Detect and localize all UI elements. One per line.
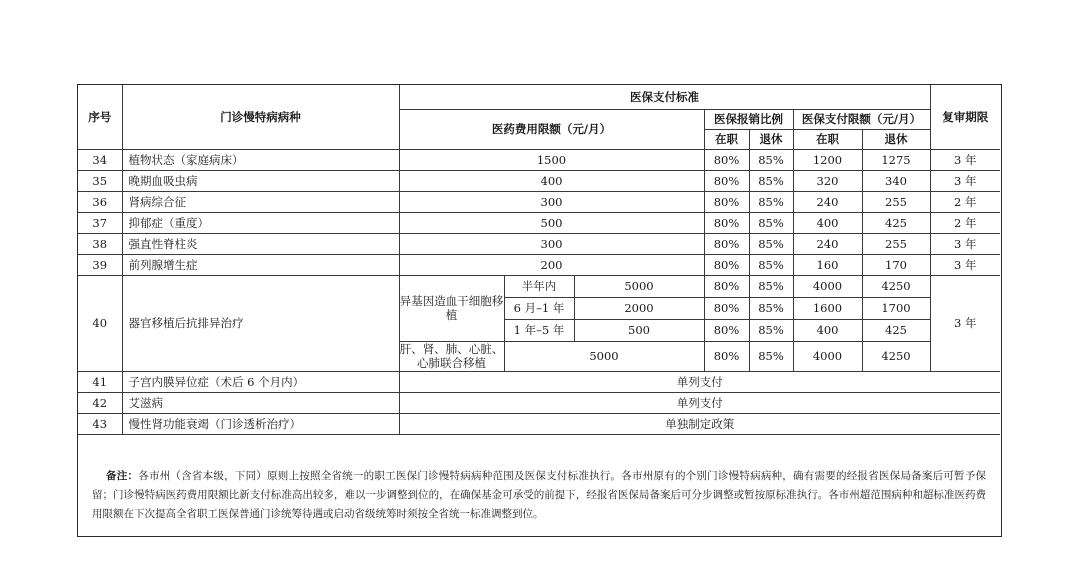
header-review: 复审期限 xyxy=(930,85,1000,149)
row-review: 2 年 xyxy=(930,191,1000,212)
row-disease: 艾滋病 xyxy=(122,392,399,413)
row-review: 3 年 xyxy=(930,233,1000,254)
row-no: 34 xyxy=(78,149,122,170)
row-ratio-retired: 85% xyxy=(749,254,793,275)
header-standard: 医保支付标准 xyxy=(399,85,930,109)
row-review: 3 年 xyxy=(930,254,1000,275)
transplant-pay-employed: 400 xyxy=(793,319,862,341)
header-pay-limit: 医保支付限额（元/月） xyxy=(793,109,930,129)
row-no: 37 xyxy=(78,212,122,233)
row-disease: 肾病综合征 xyxy=(122,191,399,212)
transplant-ratio-retired: 85% xyxy=(749,319,793,341)
row-policy: 单列支付 xyxy=(399,392,1000,413)
header-ratio-retired: 退休 xyxy=(749,129,793,149)
transplant-group2: 肝、肾、肺、心脏、心肺联合移植 xyxy=(399,342,504,370)
row-no: 42 xyxy=(78,392,122,413)
row-ratio-employed: 80% xyxy=(704,149,749,170)
transplant-pay-retired: 1700 xyxy=(862,297,930,319)
transplant-no: 40 xyxy=(78,275,122,371)
footnote-label: 备注： xyxy=(106,470,139,482)
row-disease: 抑郁症（重度） xyxy=(122,212,399,233)
row-ratio-employed: 80% xyxy=(704,254,749,275)
row-pay-retired: 340 xyxy=(862,170,930,191)
row-policy: 单列支付 xyxy=(399,371,1000,392)
table-row xyxy=(78,371,1000,392)
row-drug-limit: 400 xyxy=(399,170,704,191)
row-review: 3 年 xyxy=(930,149,1000,170)
transplant-review: 3 年 xyxy=(930,275,1000,371)
row-no: 41 xyxy=(78,371,122,392)
transplant-ratio-employed: 80% xyxy=(704,319,749,341)
row-pay-employed: 240 xyxy=(793,191,862,212)
row-no: 38 xyxy=(78,233,122,254)
header-pay-retired: 退休 xyxy=(862,129,930,149)
row-pay-retired: 1275 xyxy=(862,149,930,170)
row-drug-limit: 200 xyxy=(399,254,704,275)
table-row xyxy=(78,413,1000,434)
transplant-ratio-employed: 80% xyxy=(704,297,749,319)
transplant-ratio-retired: 85% xyxy=(749,275,793,297)
table-row xyxy=(78,392,1000,413)
transplant-period: 1 年–5 年 xyxy=(504,319,574,341)
header-ratio: 医保报销比例 xyxy=(704,109,793,129)
transplant-ratio-employed: 80% xyxy=(704,275,749,297)
row-ratio-retired: 85% xyxy=(749,149,793,170)
row-no: 43 xyxy=(78,413,122,434)
transplant-group2-pay-employed: 4000 xyxy=(793,341,862,371)
row-pay-employed: 400 xyxy=(793,212,862,233)
row-pay-retired: 255 xyxy=(862,233,930,254)
payment-standard-table xyxy=(78,85,1000,435)
transplant-limit: 2000 xyxy=(574,297,704,319)
row-pay-retired: 425 xyxy=(862,212,930,233)
table-row xyxy=(78,212,1000,233)
transplant-pay-retired: 425 xyxy=(862,319,930,341)
transplant-limit: 5000 xyxy=(574,275,704,297)
row-disease: 前列腺增生症 xyxy=(122,254,399,275)
header-disease: 门诊慢特病病种 xyxy=(122,85,399,149)
row-disease: 植物状态（家庭病床） xyxy=(122,149,399,170)
table-row xyxy=(78,191,1000,212)
footnote-text: 各市州（含省本级，下同）原则上按照全省统一的职工医保门诊慢特病病种范围及医保支付标准执行。各市州原有的个别门诊慢特病病种，确有需要的经报省医保局备案后可暂予保留；门诊慢特病医药费用限额比新支付标准高出较多，难以一步调整到位的，在确保基金可承受的前提下，经报省医保局备案后可分步调整或暂按原标准执行。各市州超范围病种和超标准医药费用限额在下次提高全省职工医保普通门诊统筹待遇或启动省级统筹时须按全省统一标准调整到位。 xyxy=(92,470,987,520)
transplant-group2-ratio-employed: 80% xyxy=(704,341,749,371)
row-pay-retired: 170 xyxy=(862,254,930,275)
row-review: 2 年 xyxy=(930,212,1000,233)
header-pay-employed: 在职 xyxy=(793,129,862,149)
transplant-pay-employed: 1600 xyxy=(793,297,862,319)
row-ratio-retired: 85% xyxy=(749,191,793,212)
transplant-group2-pay-retired: 4250 xyxy=(862,341,930,371)
row-disease: 子宫内膜异位症（术后 6 个月内） xyxy=(122,371,399,392)
row-drug-limit: 300 xyxy=(399,191,704,212)
header-seq: 序号 xyxy=(78,85,122,149)
row-ratio-employed: 80% xyxy=(704,191,749,212)
row-pay-employed: 1200 xyxy=(793,149,862,170)
table-row xyxy=(78,233,1000,254)
row-ratio-employed: 80% xyxy=(704,212,749,233)
header-ratio-employed: 在职 xyxy=(704,129,749,149)
table-row xyxy=(78,170,1000,191)
row-no: 35 xyxy=(78,170,122,191)
row-pay-employed: 320 xyxy=(793,170,862,191)
row-drug-limit: 1500 xyxy=(399,149,704,170)
row-review: 3 年 xyxy=(930,170,1000,191)
row-disease: 强直性脊柱炎 xyxy=(122,233,399,254)
row-ratio-employed: 80% xyxy=(704,233,749,254)
row-pay-employed: 160 xyxy=(793,254,862,275)
transplant-limit: 500 xyxy=(574,319,704,341)
table-row xyxy=(78,275,1000,297)
row-ratio-retired: 85% xyxy=(749,170,793,191)
row-disease: 慢性肾功能衰竭（门诊透析治疗） xyxy=(122,413,399,434)
footnote xyxy=(78,461,1000,524)
row-policy: 单独制定政策 xyxy=(399,413,1000,434)
row-ratio-retired: 85% xyxy=(749,233,793,254)
transplant-group2-ratio-retired: 85% xyxy=(749,341,793,371)
row-disease: 晚期血吸虫病 xyxy=(122,170,399,191)
transplant-period: 6 月–1 年 xyxy=(504,297,574,319)
row-ratio-employed: 80% xyxy=(704,170,749,191)
row-pay-employed: 240 xyxy=(793,233,862,254)
transplant-disease: 器官移植后抗排异治疗 xyxy=(122,275,399,371)
row-drug-limit: 300 xyxy=(399,233,704,254)
row-no: 36 xyxy=(78,191,122,212)
transplant-group1: 异基因造血干细胞移植 xyxy=(399,275,504,341)
row-drug-limit: 500 xyxy=(399,212,704,233)
policy-table-frame xyxy=(77,84,1002,537)
transplant-pay-retired: 4250 xyxy=(862,275,930,297)
table-row xyxy=(78,149,1000,170)
row-no: 39 xyxy=(78,254,122,275)
transplant-group2-limit: 5000 xyxy=(504,341,704,371)
header-drug-limit: 医药费用限额（元/月） xyxy=(399,109,704,149)
transplant-period: 半年内 xyxy=(504,275,574,297)
row-pay-retired: 255 xyxy=(862,191,930,212)
row-ratio-retired: 85% xyxy=(749,212,793,233)
transplant-ratio-retired: 85% xyxy=(749,297,793,319)
transplant-pay-employed: 4000 xyxy=(793,275,862,297)
table-row xyxy=(78,254,1000,275)
